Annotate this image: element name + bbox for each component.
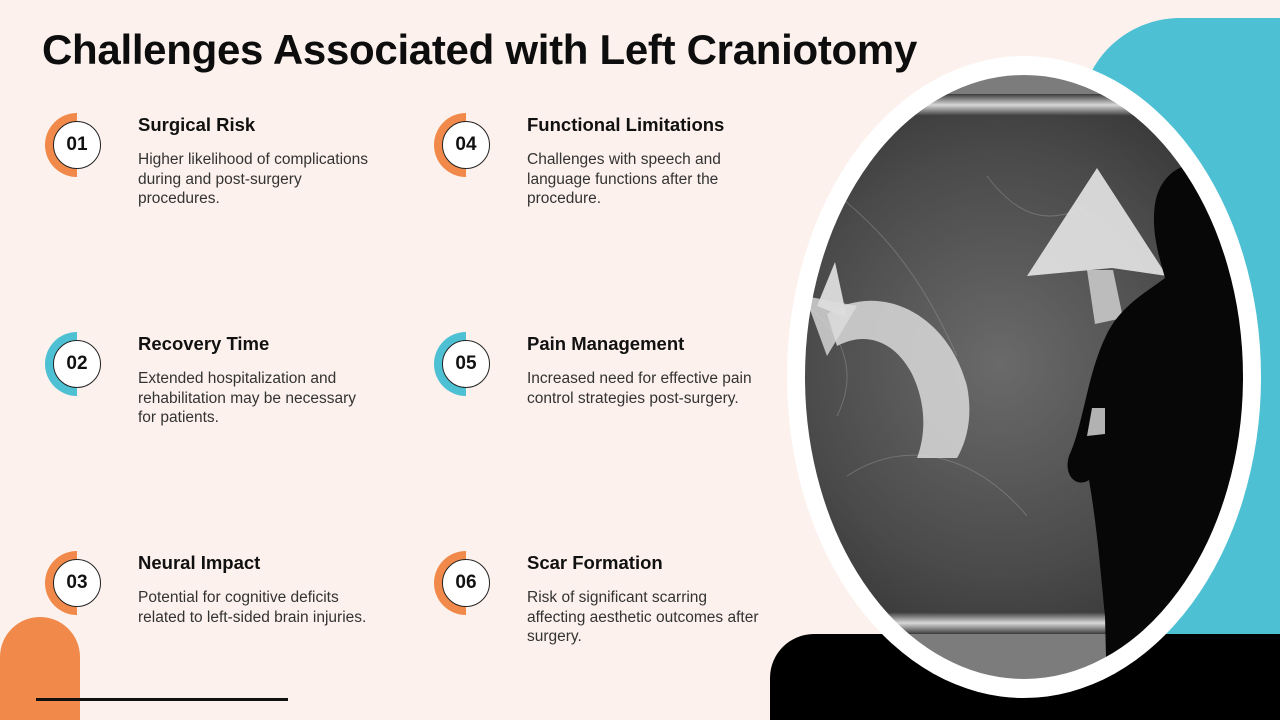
number-label: 06 [442, 559, 490, 607]
item-title: Recovery Time [138, 333, 270, 354]
number-label: 05 [442, 340, 490, 388]
item-title: Neural Impact [138, 552, 261, 573]
challenge-item-03 [44, 550, 424, 670]
chalkboard-photo [787, 56, 1261, 698]
challenge-item-01 [44, 112, 424, 232]
item-title: Surgical Risk [138, 114, 256, 135]
number-label: 04 [442, 121, 490, 169]
challenge-item-02 [44, 331, 424, 451]
bottom-divider-line [36, 698, 288, 701]
item-description: Extended hospitalization and rehabilitation may be necessary for patients. [138, 370, 356, 426]
item-title: Scar Formation [527, 552, 663, 573]
item-description: Potential for cognitive deficits related to left-sided brain injuries. [138, 589, 367, 626]
item-title: Pain Management [527, 333, 685, 354]
number-badge [433, 331, 499, 397]
challenge-item-06 [433, 550, 813, 670]
challenge-item-04 [433, 112, 813, 232]
number-badge [44, 112, 110, 178]
number-badge [44, 550, 110, 616]
number-badge [433, 112, 499, 178]
item-description: Challenges with speech and language functions after the procedure. [527, 151, 721, 207]
item-description: Higher likelihood of complications during and post-surgery procedures. [138, 151, 369, 207]
number-label: 01 [53, 121, 101, 169]
number-label: 03 [53, 559, 101, 607]
number-label: 02 [53, 340, 101, 388]
number-badge [44, 331, 110, 397]
page-title: Challenges Associated with Left Craniotomy [42, 26, 917, 73]
challenge-item-05 [433, 331, 813, 451]
item-description: Increased need for effective pain control strategies post-surgery. [527, 370, 752, 407]
item-title: Functional Limitations [527, 114, 725, 135]
number-badge [433, 550, 499, 616]
item-description: Risk of significant scarring affecting aesthetic outcomes after surgery. [527, 589, 759, 645]
